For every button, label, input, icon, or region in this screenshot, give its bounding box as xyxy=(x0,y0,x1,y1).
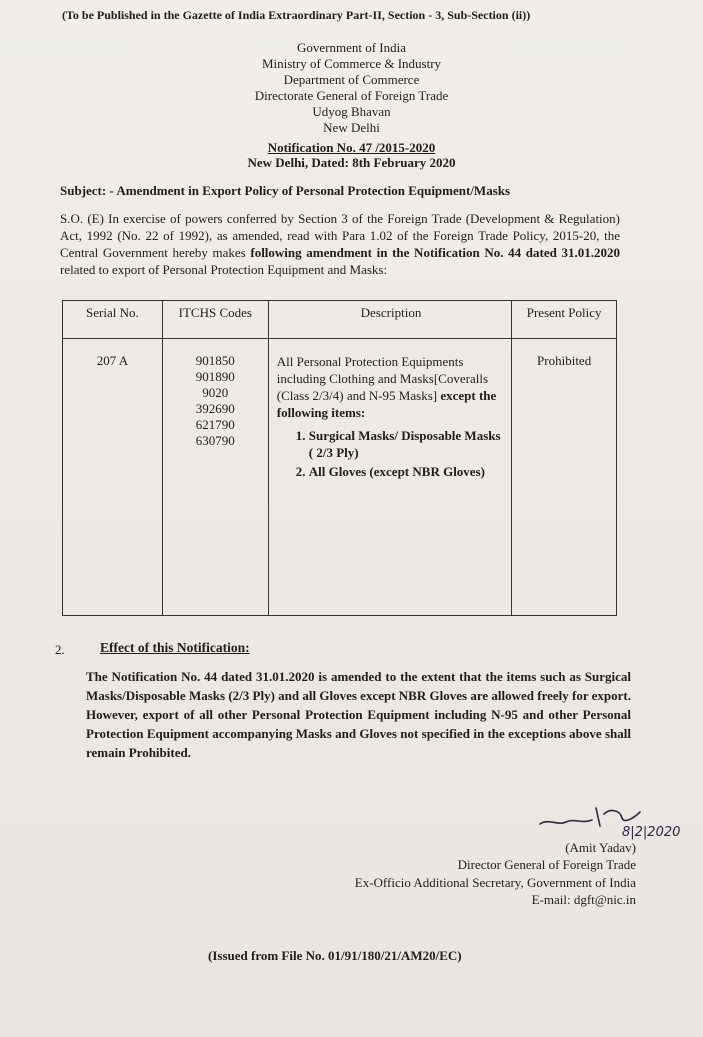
export-policy-table xyxy=(62,300,617,616)
notification-date: New Delhi, Dated: 8th February 2020 xyxy=(247,155,456,170)
list-item: 2. All Gloves (except NBR Gloves) xyxy=(309,463,505,480)
header-government: Government of India xyxy=(296,40,407,55)
exceptions-list xyxy=(277,427,505,480)
signatory-designation: Director General of Foreign Trade xyxy=(457,857,636,872)
signatory-name: (Amit Yadav) xyxy=(565,840,636,855)
intro-text-2: related to export of Personal Protection Equipment and Masks: xyxy=(60,262,388,277)
effect-section-number: 2. xyxy=(55,642,65,657)
col-header-serial: Serial No. xyxy=(63,301,163,339)
signature-date: 8|2|2020 xyxy=(622,825,681,840)
itchs-code: 9020 xyxy=(202,385,229,400)
itchs-code: 392690 xyxy=(195,401,235,416)
itchs-code: 630790 xyxy=(195,433,235,448)
cell-present-policy: Prohibited xyxy=(512,339,617,616)
header-directorate: Directorate General of Foreign Trade xyxy=(254,88,449,103)
description-bold: except the following items: xyxy=(276,388,497,420)
intro-paragraph xyxy=(60,210,620,278)
itchs-code: 621790 xyxy=(195,417,235,432)
handwritten-signature xyxy=(530,800,703,840)
signatory-email: E-mail: dgft@nic.in xyxy=(531,892,636,907)
description-normal: All Personal Protection Equipments including Clothing and Masks[Coveralls (Class 2/3/4) and N-95 Masks] xyxy=(276,354,488,403)
intro-text-1: S.O. (E) In exercise of powers conferred by Section 3 of the Foreign Trade (Development & Regulation) Act, 1992 (No. 22 of 1992), as amended, read with Para 1.02 of the Foreign Trade Policy, 2015-20, the Central Government hereby makes xyxy=(60,211,620,260)
header-department: Department of Commerce xyxy=(283,72,420,87)
header-building: Udyog Bhavan xyxy=(312,104,391,119)
subject-line: Subject: - Amendment in Export Policy of Personal Protection Equipment/Masks xyxy=(60,183,511,198)
table-row xyxy=(63,339,617,616)
effect-section-body: The Notification No. 44 dated 31.01.2020 is amended to the extent that the items such as Surgical Masks/Disposable Masks (2/3 Ply) and all Gloves except NBR Gloves are allowed freely for export. However, export of all other Personal Protection Equipment including N-95 and other Personal Protection Equipment accompanying Masks and Gloves not specified in the exceptions above shall remain Prohibited. xyxy=(86,669,631,760)
itchs-code: 901890 xyxy=(195,369,235,384)
list-item: 1. Surgical Masks/ Disposable Masks ( 2/3 Ply) xyxy=(309,427,505,461)
itchs-code: 901850 xyxy=(195,353,235,368)
col-header-itchs: ITCHS Codes xyxy=(162,301,268,339)
effect-section-title: Effect of this Notification: xyxy=(100,640,250,655)
notification-number: Notification No. 47 /2015-2020 xyxy=(267,140,436,155)
table-header-row xyxy=(63,301,617,339)
col-header-policy: Present Policy xyxy=(512,301,617,339)
cell-itchs-codes xyxy=(162,339,268,616)
gazette-publication-note: (To be Published in the Gazette of India Extraordinary Part-II, Section - 3, Sub-Section (ii)) xyxy=(62,8,531,22)
header-city: New Delhi xyxy=(323,120,380,135)
header-ministry: Ministry of Commerce & Industry xyxy=(261,56,442,71)
signatory-additional-designation: Ex-Officio Additional Secretary, Government of India xyxy=(354,875,636,890)
col-header-description: Description xyxy=(268,301,511,339)
cell-description xyxy=(268,339,511,616)
description-text xyxy=(277,353,505,421)
issued-file-reference: (Issued from File No. 01/91/180/21/AM20/EC) xyxy=(208,948,462,963)
cell-serial: 207 A xyxy=(63,339,163,616)
intro-text-bold: following amendment in the Notification No. 44 dated 31.01.2020 xyxy=(250,245,620,260)
